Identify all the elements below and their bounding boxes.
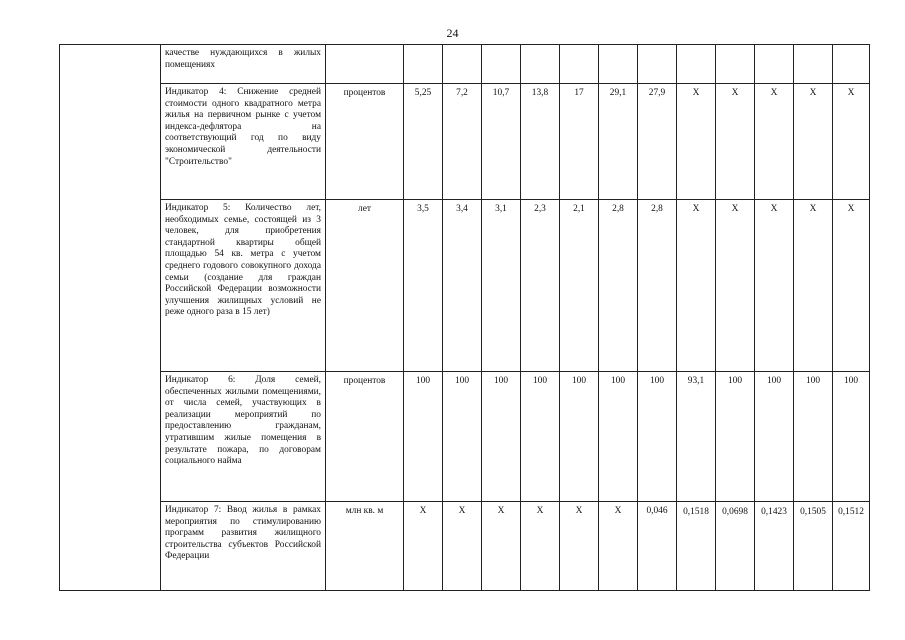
indicator-value: 100 bbox=[716, 372, 755, 502]
indicator-value bbox=[677, 45, 716, 84]
indicator-description: качестве нуждающихся в жилых помещениях bbox=[161, 45, 326, 84]
indicator-value: 2,8 bbox=[599, 200, 638, 372]
table-body bbox=[60, 45, 870, 591]
indicator-value: 2,3 bbox=[521, 200, 560, 372]
indicator-value bbox=[833, 45, 870, 84]
indicator-value: 7,2 bbox=[443, 84, 482, 200]
indicator-value: 27,9 bbox=[638, 84, 677, 200]
indicator-value: 100 bbox=[560, 372, 599, 502]
indicator-value: X bbox=[404, 502, 443, 591]
indicator-value: 100 bbox=[404, 372, 443, 502]
empty-program-cell bbox=[60, 45, 161, 84]
indicator-value: 3,1 bbox=[482, 200, 521, 372]
indicator-value: X bbox=[521, 502, 560, 591]
indicator-value: 100 bbox=[521, 372, 560, 502]
indicator-value bbox=[560, 45, 599, 84]
table-row bbox=[60, 502, 870, 591]
indicator-unit: процентов bbox=[326, 372, 404, 502]
indicator-value: X bbox=[794, 200, 833, 372]
indicator-value: 0,0698 bbox=[716, 502, 755, 591]
indicator-value bbox=[755, 45, 794, 84]
indicator-value bbox=[716, 45, 755, 84]
indicator-value: X bbox=[716, 84, 755, 200]
empty-program-cell bbox=[60, 372, 161, 502]
indicator-value: 0,1505 bbox=[794, 502, 833, 591]
indicator-value bbox=[638, 45, 677, 84]
indicator-value: X bbox=[716, 200, 755, 372]
indicator-value: 100 bbox=[443, 372, 482, 502]
indicator-value: X bbox=[560, 502, 599, 591]
indicator-value: 29,1 bbox=[599, 84, 638, 200]
indicator-description: Индикатор 5: Количество лет, необходимых семье, состоящей из 3 человек, для приобретения стандартной квартиры общей площадью 54 кв. метра с учетом среднего годового совокупного дохода семьи (создание для граждан Российской Федерации возможности улучшения жилищных условий не реже одного раза в 15 лет) bbox=[161, 200, 326, 372]
table-row bbox=[60, 84, 870, 200]
indicator-value: 2,8 bbox=[638, 200, 677, 372]
indicator-unit bbox=[326, 45, 404, 84]
empty-program-cell bbox=[60, 84, 161, 200]
indicator-value bbox=[521, 45, 560, 84]
indicator-value: X bbox=[833, 200, 870, 372]
indicator-value: 10,7 bbox=[482, 84, 521, 200]
indicator-value: 0,1423 bbox=[755, 502, 794, 591]
indicator-value: 100 bbox=[794, 372, 833, 502]
table-row bbox=[60, 200, 870, 372]
indicator-table bbox=[59, 44, 870, 591]
indicator-value: 0,1512 bbox=[833, 502, 870, 591]
empty-program-cell bbox=[60, 200, 161, 372]
indicator-value: 13,8 bbox=[521, 84, 560, 200]
indicator-value bbox=[404, 45, 443, 84]
indicator-description: Индикатор 6: Доля семей, обеспеченных жилыми помещениями, от числа семей, участвующих в реализации мероприятий по предоставлению гражданам, утратившим жилые помещения в результате пожара, по договорам социального найма bbox=[161, 372, 326, 502]
indicator-value: X bbox=[482, 502, 521, 591]
indicator-value: 100 bbox=[638, 372, 677, 502]
table-row bbox=[60, 45, 870, 84]
empty-program-cell bbox=[60, 502, 161, 591]
indicator-value: 0,1518 bbox=[677, 502, 716, 591]
indicator-value bbox=[482, 45, 521, 84]
indicator-value: X bbox=[677, 84, 716, 200]
indicator-value: 100 bbox=[599, 372, 638, 502]
indicator-value: 0,046 bbox=[638, 502, 677, 591]
indicator-value: 17 bbox=[560, 84, 599, 200]
indicator-value: X bbox=[833, 84, 870, 200]
indicator-value: 3,4 bbox=[443, 200, 482, 372]
indicator-value: 2,1 bbox=[560, 200, 599, 372]
indicator-value: X bbox=[599, 502, 638, 591]
indicator-unit: млн кв. м bbox=[326, 502, 404, 591]
indicator-value: 93,1 bbox=[677, 372, 716, 502]
indicator-value: 100 bbox=[833, 372, 870, 502]
indicator-value bbox=[794, 45, 833, 84]
indicator-value bbox=[443, 45, 482, 84]
indicator-unit: лет bbox=[326, 200, 404, 372]
table-row bbox=[60, 372, 870, 502]
indicator-value: X bbox=[443, 502, 482, 591]
indicator-value: X bbox=[794, 84, 833, 200]
indicator-value: 5,25 bbox=[404, 84, 443, 200]
indicator-description: Индикатор 4: Снижение средней стоимости одного квадратного метра жилья на первичном рынке с учетом индекса-дефлятора на соответствующий год по виду экономической деятельности "Строительство" bbox=[161, 84, 326, 200]
indicator-unit: процентов bbox=[326, 84, 404, 200]
indicator-value: X bbox=[755, 200, 794, 372]
indicator-value: X bbox=[677, 200, 716, 372]
indicator-value: 100 bbox=[755, 372, 794, 502]
indicator-value: X bbox=[755, 84, 794, 200]
indicator-value bbox=[599, 45, 638, 84]
indicator-value: 100 bbox=[482, 372, 521, 502]
indicator-description: Индикатор 7: Ввод жилья в рамках мероприятия по стимулированию программ развития жилищного строительства субъектов Российской Федерации bbox=[161, 502, 326, 591]
page-number: 24 bbox=[446, 26, 459, 40]
indicator-value: 3,5 bbox=[404, 200, 443, 372]
